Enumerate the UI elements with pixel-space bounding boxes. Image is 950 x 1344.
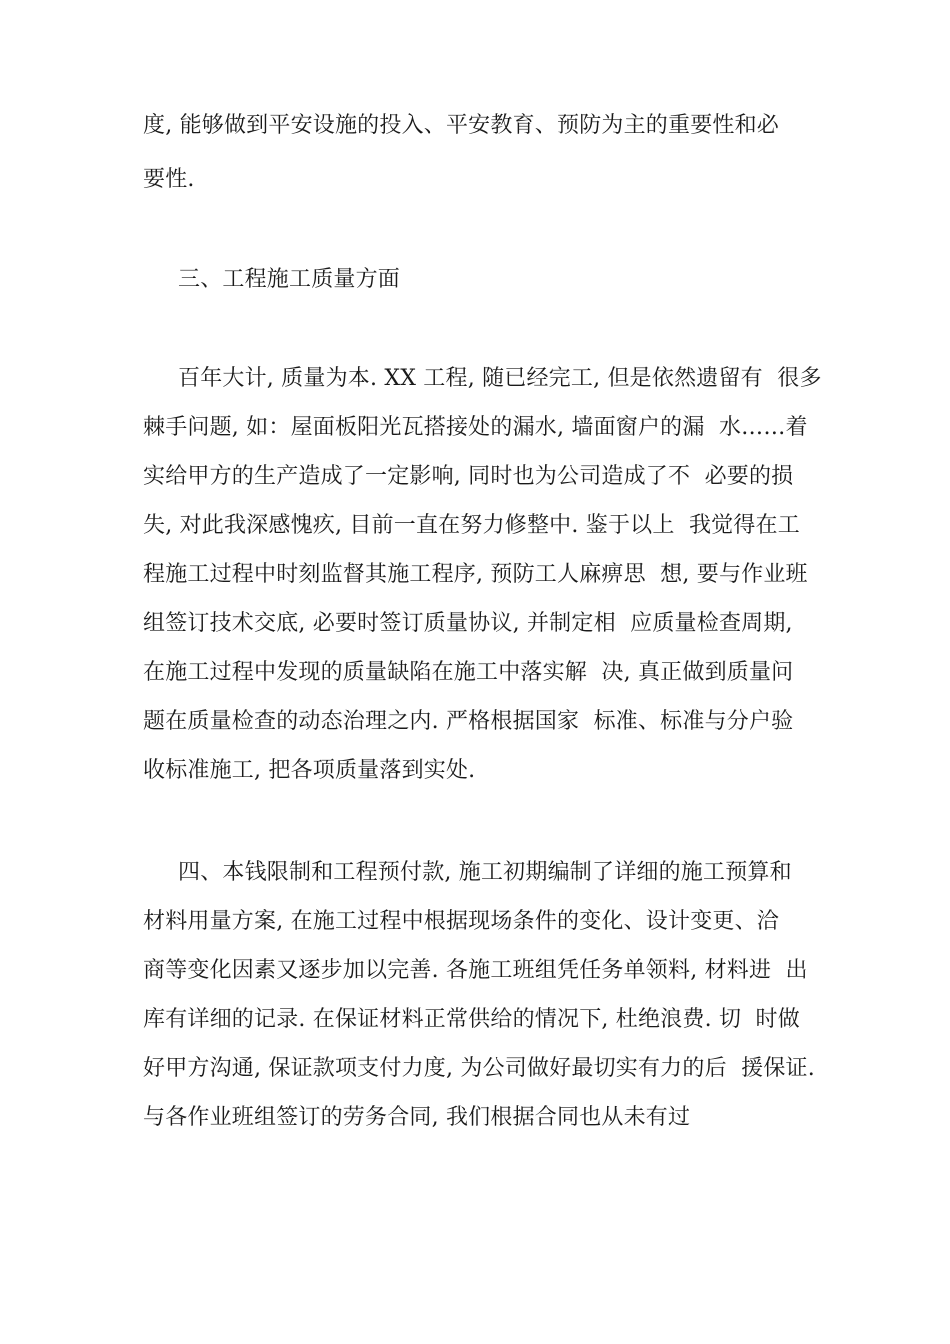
section-heading-3: 三、工程施工质量方面 [178,267,401,292]
section-heading-4: 四、本钱限制和工程预付款, 施工初期编制了详细的施工预算和 [178,860,792,885]
paragraph-line: 程施工过程中时刻监督其施工程序, 预防工人麻痹思 想, 要与作业班 [143,562,808,587]
paragraph-line: 在施工过程中发现的质量缺陷在施工中落实解 决, 真正做到质量问 [143,660,794,685]
paragraph-line: 与各作业班组签订的劳务合同, 我们根据合同也从未有过 [143,1105,691,1130]
paragraph-line: 实给甲方的生产造成了一定影响, 同时也为公司造成了不 必要的损 [143,464,794,489]
paragraph-line: 失, 对此我深感愧疚, 目前一直在努力修整中. 鉴于以上 我觉得在工 [143,513,800,538]
paragraph-line: 材料用量方案, 在施工过程中根据现场条件的变化、设计变更、洽 [143,909,779,934]
paragraph-line: 要性. [143,167,195,192]
paragraph-line: 题在质量检查的动态治理之内. 严格根据国家 标准、标准与分户验 [143,709,794,734]
paragraph-line: 百年大计, 质量为本. XX 工程, 随已经完工, 但是依然遗留有 很多 [178,366,822,391]
paragraph-line: 好甲方沟通, 保证款项支付力度, 为公司做好最切实有力的后 援保证. [143,1056,815,1081]
paragraph-line: 商等变化因素又逐步加以完善. 各施工班组凭任务单领料, 材料进 出 [143,958,808,983]
paragraph-line: 库有详细的记录. 在保证材料正常供给的情况下, 杜绝浪费. 切 时做 [143,1007,800,1032]
paragraph-line: 组签订技术交底, 必要时签订质量协议, 并制定相 应质量检查周期, [143,611,793,636]
paragraph-line: 棘手问题, 如：屋面板阳光瓦搭接处的漏水, 墙面窗户的漏 水……着 [143,415,808,440]
paragraph-line: 收标准施工, 把各项质量落到实处. [143,758,476,783]
paragraph-line: 度, 能够做到平安设施的投入、平安教育、预防为主的重要性和必 [143,113,779,138]
